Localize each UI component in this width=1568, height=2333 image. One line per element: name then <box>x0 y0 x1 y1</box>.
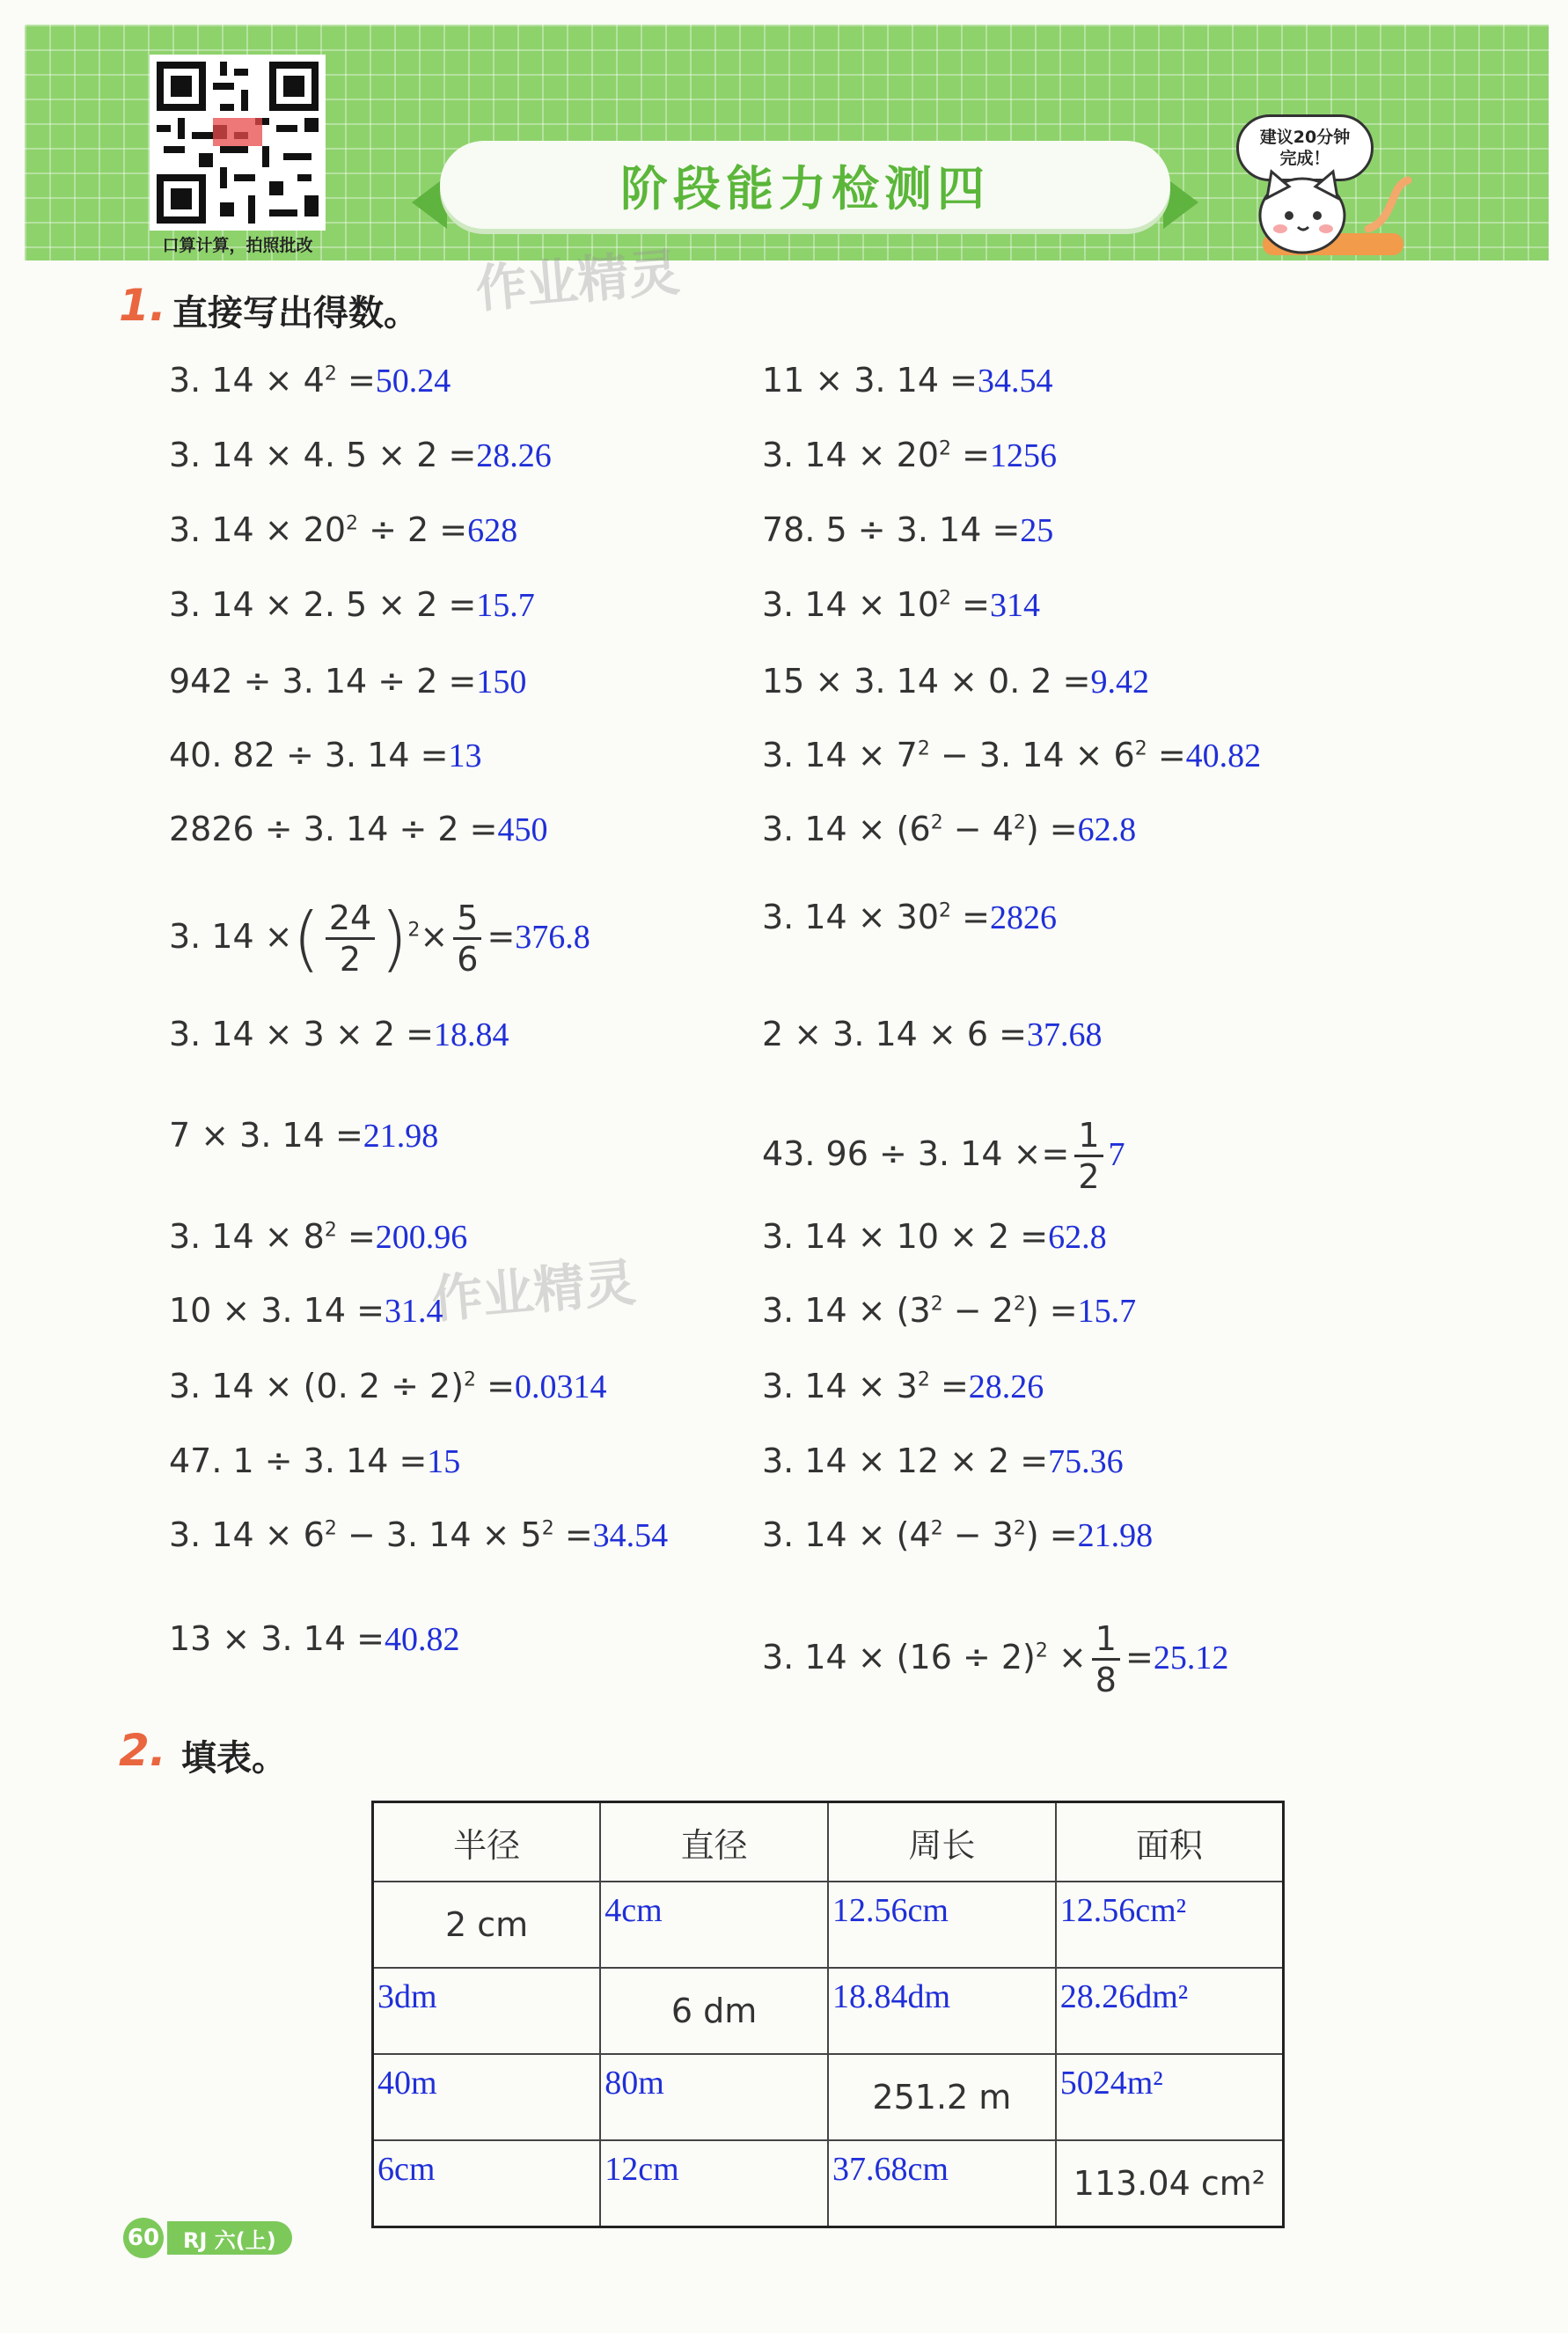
handwritten-answer: 28.26 <box>968 1368 1044 1405</box>
fraction-numerator: 1 <box>1092 1619 1120 1661</box>
expression-text: − 3. 14 × 5 <box>336 1515 542 1554</box>
exercise-item <box>169 361 451 400</box>
handwritten-answer: 150 <box>476 664 527 701</box>
fraction-denominator: 2 <box>339 940 362 979</box>
expression-text: = <box>336 1217 376 1256</box>
expression-text: 7 × 3. 14 = <box>169 1116 363 1155</box>
exercise-item <box>762 810 1136 849</box>
handwritten-answer: 9.42 <box>1090 664 1149 701</box>
expression-text: 43. 96 ÷ 3. 14 × <box>762 1134 1042 1173</box>
handwritten-answer: 31.4 <box>384 1293 443 1330</box>
expression-text: 47. 1 ÷ 3. 14 = <box>169 1442 428 1480</box>
watermark: 作业精灵 <box>429 1251 638 1330</box>
exponent: 2 <box>917 737 930 760</box>
fraction <box>453 899 481 979</box>
fraction-denominator: 2 <box>1078 1157 1100 1196</box>
qr-code-icon <box>150 55 326 231</box>
exercise-item <box>762 1515 1153 1555</box>
exponent: 2 <box>407 919 421 942</box>
expression-text: = <box>476 1367 515 1405</box>
expression-text: 11 × 3. 14 = <box>762 361 978 400</box>
expression-text: = <box>336 361 376 400</box>
expression-text: 3. 14 × 3 × 2 = <box>169 1015 434 1053</box>
cat-mascot-icon <box>1245 167 1412 264</box>
expression-text: = <box>1147 736 1186 774</box>
exponent: 2 <box>917 1368 930 1391</box>
exponent: 2 <box>1035 1640 1048 1662</box>
fraction-denominator: 6 <box>457 940 479 979</box>
header-radius: 半径 <box>373 1802 601 1882</box>
exercise-item <box>762 510 1053 550</box>
handwritten-answer: 62.8 <box>1048 1219 1107 1256</box>
qr-caption: 口算计算，拍照批改 <box>162 236 313 255</box>
given-cell: 6 dm <box>600 1968 828 2054</box>
exponent: 2 <box>464 1368 477 1391</box>
exercise-item <box>169 810 548 849</box>
exercise-item <box>762 662 1149 701</box>
expression-text: = <box>1125 1638 1154 1676</box>
given-cell: 113.04 cm² <box>1056 2140 1284 2227</box>
expression-text: − 4 <box>942 810 1014 848</box>
handwritten-answer: 62.8 <box>1077 811 1137 848</box>
exponent: 2 <box>930 1517 943 1540</box>
handwritten-answer: 0.0314 <box>514 1368 607 1405</box>
expression-text: 3. 14 × (3 <box>762 1291 931 1330</box>
exercise-item <box>169 1217 467 1257</box>
section2-title: 填表。 <box>181 1738 287 1779</box>
exercise-item <box>762 1015 1102 1054</box>
handwritten-answer: 34.54 <box>592 1517 669 1554</box>
exercise-item <box>169 736 481 775</box>
answer-cell: 6cm <box>373 2140 601 2227</box>
answer-cell: 12cm <box>600 2140 828 2227</box>
exercise-item <box>762 1442 1124 1481</box>
page-title: 阶段能力检测四 <box>620 160 990 216</box>
handwritten-answer: 15.7 <box>1077 1293 1137 1330</box>
handwritten-answer: 18.84 <box>433 1016 509 1053</box>
expression-text: = <box>929 1367 969 1405</box>
exercise-item <box>762 736 1261 775</box>
exercise-item <box>762 361 1052 400</box>
expression-text: 40. 82 ÷ 3. 14 = <box>169 736 449 774</box>
fraction <box>326 899 375 979</box>
handwritten-answer: 21.98 <box>1077 1517 1154 1554</box>
expression-text: 3. 14 × 4 <box>169 361 325 400</box>
exercise-item <box>169 1515 668 1555</box>
expression-text: 3. 14 × 20 <box>762 436 940 474</box>
exponent: 2 <box>930 811 943 834</box>
handwritten-answer: 15 <box>427 1443 461 1480</box>
exercise-item <box>762 1116 1125 1196</box>
answer-cell: 4cm <box>600 1882 828 1968</box>
equals-sign: = <box>487 917 516 956</box>
expression-text: = <box>951 436 990 474</box>
exercise-item <box>169 510 517 550</box>
expression-text: ÷ 2 = <box>358 510 468 549</box>
expression-text: ) = <box>1025 1515 1078 1554</box>
handwritten-answer: 628 <box>467 512 518 549</box>
handwritten-answer: 21.98 <box>363 1118 439 1155</box>
handwritten-answer: 37.68 <box>1026 1016 1103 1053</box>
exponent: 2 <box>346 512 359 535</box>
expression-text: 10 × 3. 14 = <box>169 1291 385 1330</box>
exponent: 2 <box>1013 1517 1026 1540</box>
time-tip-line2: 完成！ <box>1279 149 1330 168</box>
answer-cell: 12.56cm² <box>1056 1882 1284 1968</box>
exponent: 2 <box>939 899 952 922</box>
handwritten-answer: 1256 <box>989 437 1057 474</box>
answer-cell: 40m <box>373 2054 601 2140</box>
expression-text: 3. 14 × 30 <box>762 898 940 936</box>
exercise-item <box>762 1291 1136 1331</box>
expression-text: 3. 14 × 12 × 2 = <box>762 1442 1049 1480</box>
expression-text: 2 × 3. 14 × 6 = <box>762 1015 1027 1053</box>
answer-cell: 80m <box>600 2054 828 2140</box>
answer-cell: 28.26dm² <box>1056 1968 1284 2054</box>
exercise-item <box>762 1367 1044 1406</box>
handwritten-answer: 40.82 <box>1185 737 1262 774</box>
handwritten-answer: 200.96 <box>375 1219 468 1256</box>
expression-text: 15 × 3. 14 × 0. 2 = <box>762 662 1091 701</box>
table-row <box>373 2140 1284 2227</box>
exercise-item <box>169 585 535 625</box>
handwritten-answer: 2826 <box>989 899 1057 936</box>
fraction <box>1092 1619 1120 1699</box>
exercise-item <box>169 436 552 475</box>
expression-text: 3. 14 × (0. 2 ÷ 2) <box>169 1367 465 1405</box>
exercise-item <box>169 1291 443 1331</box>
exercise-item <box>169 662 526 701</box>
handwritten-answer: 25 <box>1020 512 1054 549</box>
exponent: 2 <box>541 1517 554 1540</box>
table-row <box>373 2054 1284 2140</box>
title-banner <box>440 141 1170 229</box>
fraction-numerator: 24 <box>326 899 375 940</box>
expression-text: 3. 14 × 10 <box>762 585 940 624</box>
expression-text: 3. 14 × 8 <box>169 1217 325 1256</box>
expression-text: 3. 14 × 4. 5 × 2 = <box>169 436 477 474</box>
exercise-item <box>762 436 1057 475</box>
table-row <box>373 1968 1284 2054</box>
handwritten-answer: 28.26 <box>476 437 552 474</box>
section1-title: 直接写出得数。 <box>172 293 419 334</box>
handwritten-answer: 7 <box>1108 1136 1125 1173</box>
header-area: 面积 <box>1056 1802 1284 1882</box>
table-header-row <box>373 1802 1284 1882</box>
expression-text: 3. 14 × 3 <box>762 1367 918 1405</box>
handwritten-answer: 40.82 <box>384 1621 460 1658</box>
section2-number: 2. <box>119 1725 166 1776</box>
fraction-numerator: 5 <box>453 899 481 940</box>
exercise-item <box>762 585 1040 625</box>
exercise-item <box>169 1619 459 1659</box>
fraction-numerator: 1 <box>1074 1116 1103 1157</box>
expression-text: = <box>951 898 990 936</box>
book-tag: RJ 六(上) <box>167 2221 292 2255</box>
expression-text: 3. 14 × 10 × 2 = <box>762 1217 1049 1256</box>
expression-text: 13 × 3. 14 = <box>169 1619 385 1658</box>
fraction-denominator: 8 <box>1095 1661 1117 1699</box>
expression-text: 3. 14 × <box>169 917 293 956</box>
handwritten-answer: 450 <box>497 811 548 848</box>
exponent: 2 <box>324 1517 337 1540</box>
exercise-item <box>169 1015 509 1054</box>
handwritten-answer: 314 <box>989 587 1040 624</box>
page-number: 60 <box>123 2218 164 2258</box>
exponent: 2 <box>324 1219 337 1242</box>
exercise-item <box>762 1217 1107 1257</box>
expression-text: × <box>1047 1638 1087 1676</box>
qr-code[interactable] <box>150 55 326 231</box>
watermark: 作业精灵 <box>473 241 682 319</box>
expression-text: 3. 14 × 20 <box>169 510 347 549</box>
section1-number: 1. <box>119 280 166 331</box>
expression-text: 2826 ÷ 3. 14 ÷ 2 = <box>169 810 498 848</box>
expression-text: 3. 14 × 6 <box>169 1515 325 1554</box>
expression-text: 3. 14 × (4 <box>762 1515 931 1554</box>
operator: × <box>420 917 449 956</box>
handwritten-answer: 376.8 <box>515 919 590 956</box>
handwritten-answer: 25.12 <box>1153 1640 1229 1676</box>
handwritten-answer: 13 <box>448 737 482 774</box>
exponent: 2 <box>930 1293 943 1316</box>
exponent: 2 <box>1013 811 1026 834</box>
expression-text: 3. 14 × (16 ÷ 2) <box>762 1638 1036 1676</box>
paren-close: ) <box>380 898 408 979</box>
table-row <box>373 1882 1284 1968</box>
expression-text: ) = <box>1025 1291 1078 1330</box>
expression-text: = <box>1041 1134 1070 1173</box>
exponent: 2 <box>939 587 952 610</box>
expression-text: 942 ÷ 3. 14 ÷ 2 = <box>169 662 477 701</box>
fraction <box>1074 1116 1103 1196</box>
paren-open: ( <box>292 898 320 979</box>
exponent: 2 <box>939 437 952 460</box>
expression-text: − 3. 14 × 6 <box>929 736 1135 774</box>
expression-text: ) = <box>1025 810 1078 848</box>
answer-cell: 18.84dm <box>828 1968 1056 2054</box>
header-diameter: 直径 <box>600 1802 828 1882</box>
exponent: 2 <box>1134 737 1147 760</box>
expression-text: = <box>553 1515 593 1554</box>
expression-text: 3. 14 × 2. 5 × 2 = <box>169 585 477 624</box>
circle-table <box>371 1801 1285 2228</box>
answer-cell: 5024m² <box>1056 2054 1284 2140</box>
expression-text: − 2 <box>942 1291 1014 1330</box>
expression-text: = <box>951 585 990 624</box>
exponent: 2 <box>324 363 337 385</box>
exercise-item <box>762 1619 1228 1699</box>
given-cell: 251.2 m <box>828 2054 1056 2140</box>
exercise-item <box>169 898 590 979</box>
exercise-item <box>169 1442 460 1481</box>
header-circumference: 周长 <box>828 1802 1056 1882</box>
given-cell: 2 cm <box>373 1882 601 1968</box>
expression-text: 3. 14 × (6 <box>762 810 931 848</box>
answer-cell: 3dm <box>373 1968 601 2054</box>
handwritten-answer: 15.7 <box>476 587 535 624</box>
exercise-item <box>169 1367 606 1406</box>
exercise-item <box>762 898 1057 937</box>
answer-cell: 12.56cm <box>828 1882 1056 1968</box>
exponent: 2 <box>1013 1293 1026 1316</box>
expression-text: 78. 5 ÷ 3. 14 = <box>762 510 1021 549</box>
answer-cell: 37.68cm <box>828 2140 1056 2227</box>
handwritten-answer: 50.24 <box>375 363 451 400</box>
handwritten-answer: 34.54 <box>977 363 1053 400</box>
time-tip-line1: 建议20分钟 <box>1259 128 1351 147</box>
handwritten-answer: 75.36 <box>1048 1443 1124 1480</box>
expression-text: 3. 14 × 7 <box>762 736 918 774</box>
expression-text: − 3 <box>942 1515 1014 1554</box>
exercise-item <box>169 1116 438 1155</box>
